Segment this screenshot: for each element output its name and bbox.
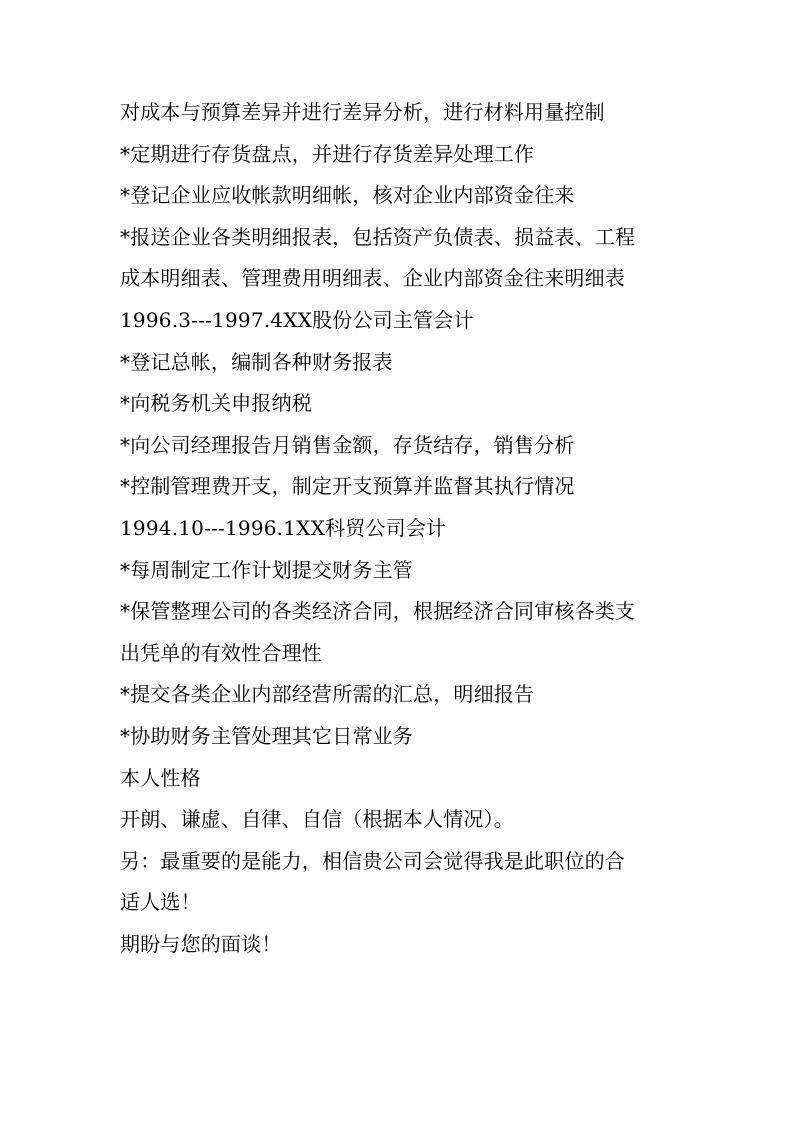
text-line: 适人选！	[120, 890, 201, 915]
text-line: *控制管理费开支，制定开支预算并监督其执行情况	[120, 474, 575, 499]
closing-line: 期盼与您的面谈！	[120, 931, 282, 956]
text-line: *定期进行存货盘点，并进行存货差异处理工作	[120, 141, 535, 166]
text-line: *报送企业各类明细报表，包括资产负债表、损益表、工程	[120, 224, 636, 249]
text-line: 出凭单的有效性合理性	[120, 640, 322, 665]
text-line: *提交各类企业内部经营所需的汇总，明细报告	[120, 682, 535, 707]
text-line: 另：最重要的是能力，相信贵公司会觉得我是此职位的合	[120, 848, 625, 873]
job-period-heading: 1996.3---1997.4XX股份公司主管会计	[120, 307, 474, 332]
document-body	[120, 92, 680, 965]
text-line: 开朗、谦虚、自律、自信（根据本人情况）。	[120, 807, 514, 832]
text-line: *向税务机关申报纳税	[120, 391, 312, 416]
text-line: *向公司经理报告月销售金额，存货结存，销售分析	[120, 432, 575, 457]
text-line: 成本明细表、管理费用明细表、企业内部资金往来明细表	[120, 266, 625, 291]
text-line: *协助财务主管处理其它日常业务	[120, 723, 413, 748]
text-line: *保管整理公司的各类经济合同，根据经济合同审核各类支	[120, 599, 636, 624]
text-line: 对成本与预算差异并进行差异分析，进行材料用量控制	[120, 100, 605, 124]
section-heading-personality: 本人性格	[120, 765, 201, 790]
text-line: *登记总帐，编制各种财务报表	[120, 349, 393, 374]
text-line: *每周制定工作计划提交财务主管	[120, 557, 413, 582]
text-line: *登记企业应收帐款明细帐，核对企业内部资金往来	[120, 183, 575, 208]
job-period-heading: 1994.10---1996.1XX科贸公司会计	[120, 515, 447, 540]
